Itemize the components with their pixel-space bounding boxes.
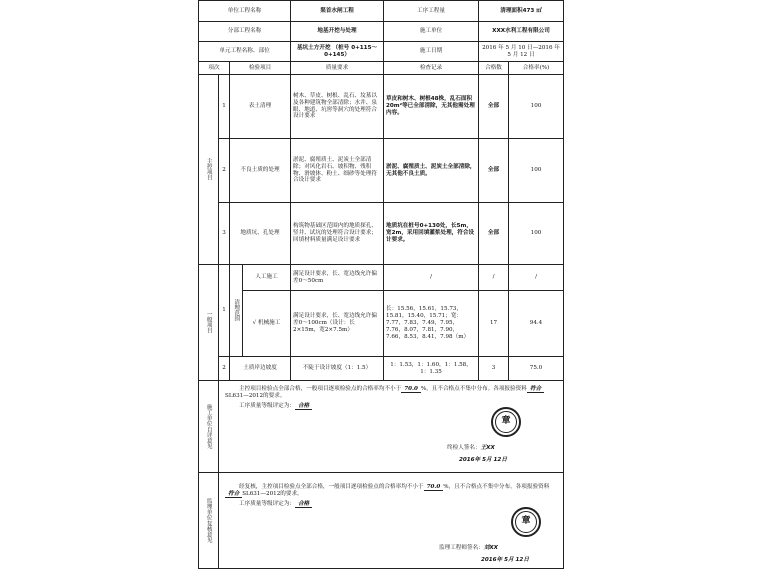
- main-item-name: 不良土质的处理: [230, 139, 291, 203]
- general-item-machine-row: [199, 291, 564, 357]
- main-item-requirement: 淤泥、腐殖质土、泥炭土全部清除；对风化岩石、坡积物、残积物、滑坡体、粉土、细砂等处理符合设计要求: [291, 139, 384, 203]
- contractor-value: XXX水利工程有限公司: [479, 22, 564, 42]
- inspection-table: [198, 0, 564, 569]
- machine-record: 长：15.56，15.61，15.73，15.81，15.40，15.71；宽：7.77，7.83，7.49，7.95，7.76，8.07，7.81，7.90，7.66，8.53，8.41，7.98（m）: [384, 291, 479, 357]
- main-item-row: [199, 75, 564, 139]
- general-item-manual-row: [199, 265, 564, 291]
- general-items-group-label: 一般项目: [199, 265, 219, 381]
- main-item-rate: 100: [509, 203, 564, 265]
- manual-rate: /: [509, 265, 564, 291]
- main-item-requirement: 树木、草皮、树根、乱石、坟墓以及各种建筑物全部清除；水井、泉眼、地道、坑窖等洞穴的处理符合设计要求: [291, 75, 384, 139]
- col-count: 合格数: [479, 62, 509, 75]
- main-item-record: 草皮和树木、树根48株，乱石面积20m²等已全部清除，无其他需处理内容。: [384, 75, 479, 139]
- slope-no: 2: [219, 357, 230, 381]
- main-item-record: 地质坑在桩号0+130处，长5m，宽2m，采用回填灌浆处理，符合设计要求。: [384, 203, 479, 265]
- supervision-date: 2016年 5月 12日: [481, 557, 529, 563]
- header-row-3: [199, 42, 564, 62]
- machine-rate: 94.4: [509, 291, 564, 357]
- slope-count: 3: [479, 357, 509, 381]
- slope-requirement: 不陡于设计坡度（1：1.5）: [291, 357, 384, 381]
- unit-part-label: 单元工程名称、部位: [199, 42, 291, 62]
- self-docs: 符合: [527, 386, 544, 393]
- slope-name: 土质岸边坡度: [230, 357, 291, 381]
- company-seal: 章: [491, 407, 521, 437]
- unit-project-label: 单位工程名称: [199, 1, 291, 22]
- general-item-slope-row: [199, 357, 564, 381]
- column-header-row: [199, 62, 564, 75]
- supervision-signer: 刘XX: [483, 545, 498, 551]
- main-item-no: 2: [219, 139, 230, 203]
- header-row-2: [199, 22, 564, 42]
- inspection-form: [198, 0, 563, 570]
- machine-name: 机械施工: [257, 320, 281, 326]
- branch-value: 地基开挖与处理: [291, 22, 384, 42]
- main-item-rate: 100: [509, 139, 564, 203]
- self-signer: 王XX: [480, 445, 495, 451]
- machine-name-cell: [243, 291, 291, 357]
- main-item-count: 全部: [479, 139, 509, 203]
- manual-requirement: 满足设计要求，长、宽边线允许偏差0～50cm: [291, 265, 384, 291]
- supervision-rate: 70.0: [424, 484, 444, 491]
- date-value: 2016 年 5 月 10 日—2016 年 5 月 12 日: [479, 42, 564, 62]
- col-quality: 质量要求: [291, 62, 384, 75]
- manual-record: /: [384, 265, 479, 291]
- slope-rate: 75.0: [509, 357, 564, 381]
- date-label: 施工日期: [384, 42, 479, 62]
- main-item-count: 全部: [479, 75, 509, 139]
- contractor-label: 施工单位: [384, 22, 479, 42]
- header-row-1: [199, 1, 564, 22]
- machine-count: 17: [479, 291, 509, 357]
- self-assessment-row: [199, 381, 564, 473]
- self-assessment-content: [219, 381, 564, 473]
- checkmark-icon: √: [252, 320, 257, 326]
- main-item-record: 淤泥、腐殖质土、泥炭土全部清除，无其他不良土质。: [384, 139, 479, 203]
- manual-count: /: [479, 265, 509, 291]
- supervision-signature: 监理工程师签名：刘XX: [439, 545, 498, 551]
- supervision-line2: 工序质量等级评定为： 合格: [225, 501, 557, 508]
- general-item-no: 1: [219, 265, 230, 357]
- supervision-docs: 符合: [225, 491, 242, 498]
- main-item-name: 地质坑、孔处理: [230, 203, 291, 265]
- main-item-requirement: 构筑物基础区范围内的地质探孔、竖井、试坑的处理符合设计要求；回填材料质量满足设计要求: [291, 203, 384, 265]
- supervision-grade: 合格: [295, 501, 312, 508]
- supervision-line1: 经复核，主控项目检验点全部合格，一般项目逐项检验点的合格率均不小于 70.0 %，且不合格点不集中分布。各项报验资料符合 SL631—2012的要求。: [225, 484, 557, 498]
- branch-label: 分部工程名称: [199, 22, 291, 42]
- main-items-group-label: 主控项目: [199, 75, 219, 265]
- self-assessment-line2: 工序质量等级评定为： 合格: [225, 403, 557, 410]
- supervision-seal: 章: [511, 507, 541, 537]
- main-item-count: 全部: [479, 203, 509, 265]
- quantity-label: 工序工程量: [384, 1, 479, 22]
- clear-range-label: 清理范围: [230, 265, 243, 357]
- unit-project-value: 渠首水闸工程: [291, 1, 384, 22]
- main-item-no: 3: [219, 203, 230, 265]
- main-item-row: [199, 139, 564, 203]
- supervision-content: [219, 473, 564, 569]
- self-grade: 合格: [295, 403, 312, 410]
- manual-name: 人工施工: [243, 265, 291, 291]
- col-rate: 合格率(%): [509, 62, 564, 75]
- main-item-row: [199, 203, 564, 265]
- slope-record: 1：1.53，1：1.60，1：1.58，1：1.35: [384, 357, 479, 381]
- self-date: 2016年 5月 12日: [459, 457, 507, 463]
- unit-part-value: 基坑土方开挖 （桩号 0+115～0+145）: [291, 42, 384, 62]
- self-assessment-line1: 主控项目检验点全部合格，一般项目逐项检验点的合格率均不小于 70.0 %，且不合格点不集中分布。各项报验资料 符合SL631—2012的要求。: [225, 386, 557, 400]
- self-signature: 终检人签名：王XX: [447, 445, 495, 451]
- supervision-row: [199, 473, 564, 569]
- self-rate: 70.0: [401, 386, 421, 393]
- main-item-rate: 100: [509, 75, 564, 139]
- machine-requirement: 满足设计要求，长、宽边线允许偏差0～100cm（设计：长2×15m，宽2×7.5m）: [291, 291, 384, 357]
- col-record: 检查记录: [384, 62, 479, 75]
- supervision-label: 监理单位复核意见: [199, 473, 219, 569]
- main-item-no: 1: [219, 75, 230, 139]
- col-inspection: 检验项目: [230, 62, 291, 75]
- col-item: 项次: [199, 62, 230, 75]
- main-item-name: 表土清理: [230, 75, 291, 139]
- quantity-value: 清理面积473 ㎡: [479, 1, 564, 22]
- self-assessment-label: 施工单位自评意见: [199, 381, 219, 473]
